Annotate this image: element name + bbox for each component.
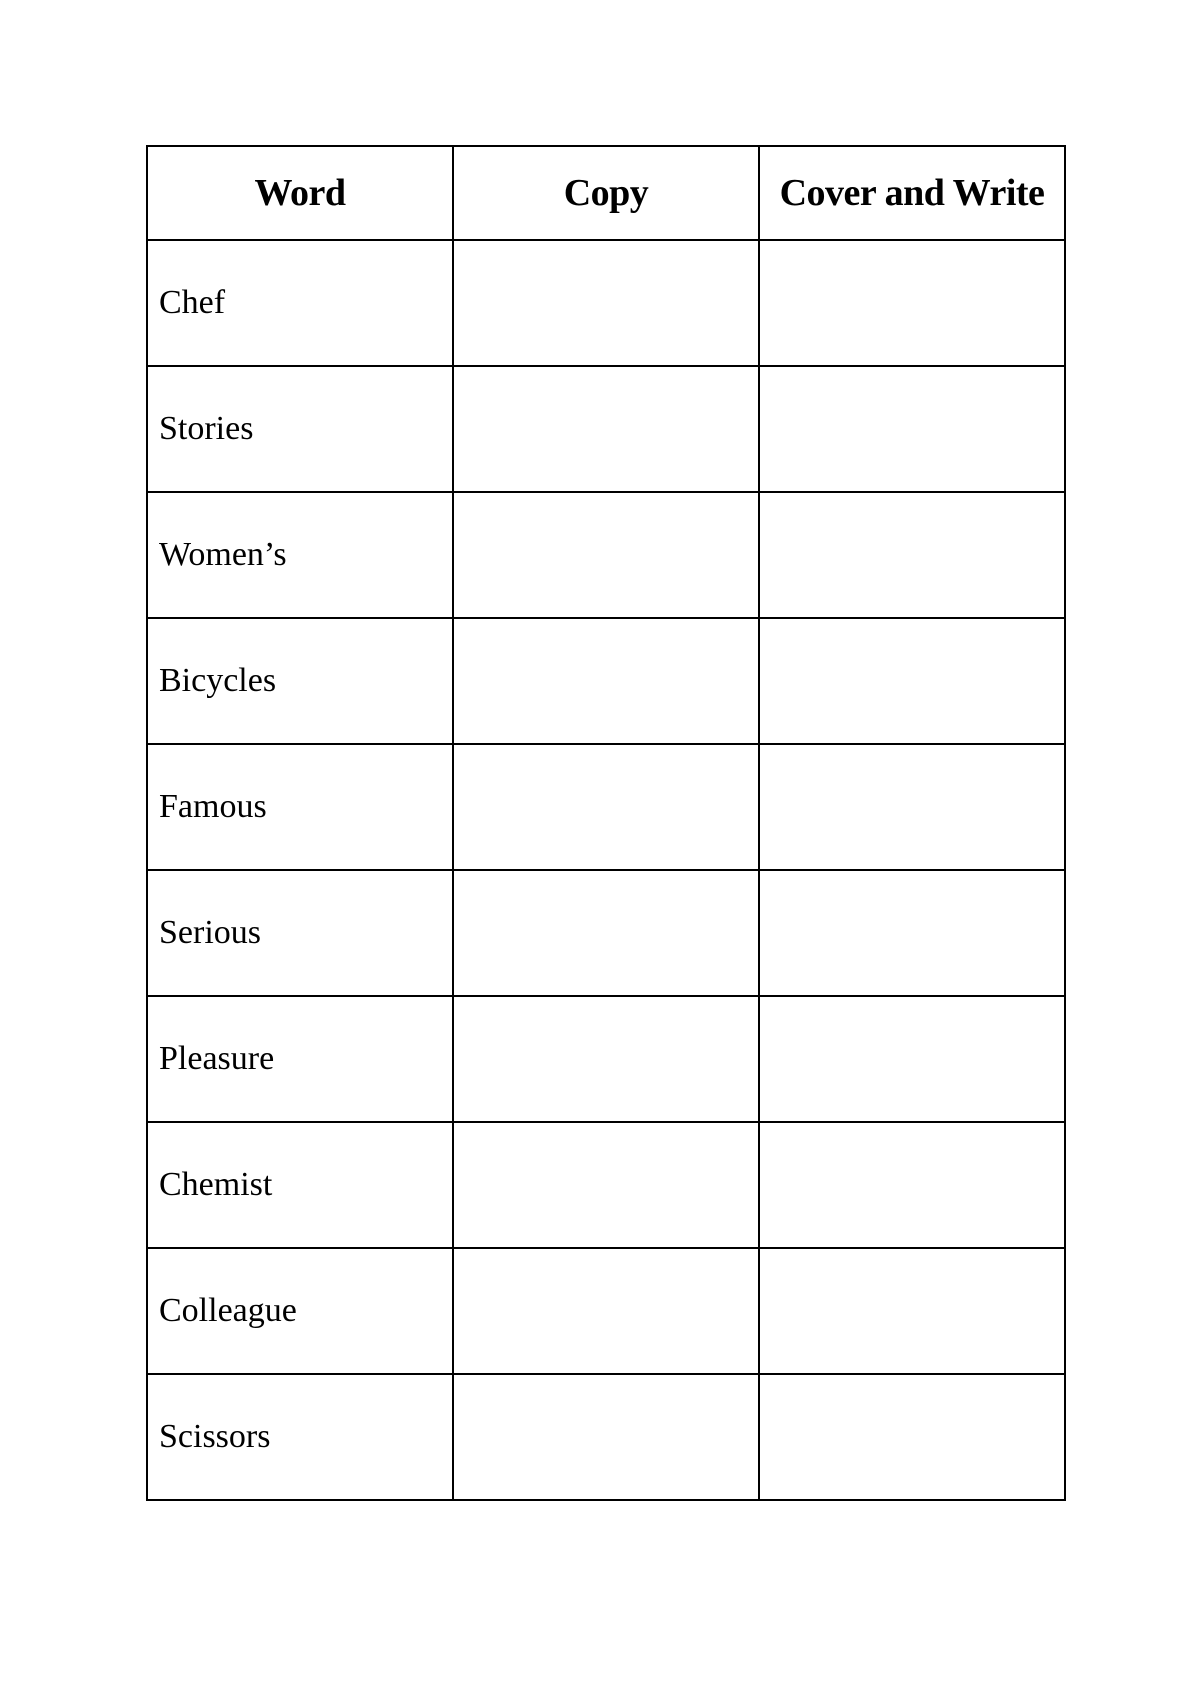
copy-cell[interactable] xyxy=(453,1122,759,1248)
cover-write-cell[interactable] xyxy=(759,1248,1065,1374)
table-row xyxy=(147,1248,1065,1374)
word-cell: Bicycles xyxy=(147,618,453,744)
copy-cell[interactable] xyxy=(453,996,759,1122)
cover-write-cell[interactable] xyxy=(759,1374,1065,1500)
spelling-table xyxy=(146,145,1066,1501)
header-row xyxy=(147,146,1065,240)
copy-cell[interactable] xyxy=(453,366,759,492)
cover-write-cell[interactable] xyxy=(759,744,1065,870)
word-cell: Stories xyxy=(147,366,453,492)
copy-cell[interactable] xyxy=(453,240,759,366)
cover-write-cell[interactable] xyxy=(759,366,1065,492)
table-row xyxy=(147,744,1065,870)
table-row xyxy=(147,492,1065,618)
header-word: Word xyxy=(147,146,453,240)
copy-cell[interactable] xyxy=(453,744,759,870)
word-cell: Chef xyxy=(147,240,453,366)
cover-write-cell[interactable] xyxy=(759,240,1065,366)
copy-cell[interactable] xyxy=(453,1374,759,1500)
table-row xyxy=(147,1374,1065,1500)
word-cell: Women’s xyxy=(147,492,453,618)
word-cell: Famous xyxy=(147,744,453,870)
header-copy: Copy xyxy=(453,146,759,240)
table-row xyxy=(147,996,1065,1122)
word-cell: Colleague xyxy=(147,1248,453,1374)
word-cell: Serious xyxy=(147,870,453,996)
table-row xyxy=(147,618,1065,744)
cover-write-cell[interactable] xyxy=(759,870,1065,996)
copy-cell[interactable] xyxy=(453,870,759,996)
cover-write-cell[interactable] xyxy=(759,1122,1065,1248)
word-cell: Chemist xyxy=(147,1122,453,1248)
cover-write-cell[interactable] xyxy=(759,618,1065,744)
table-row xyxy=(147,870,1065,996)
cover-write-cell[interactable] xyxy=(759,492,1065,618)
word-cell: Pleasure xyxy=(147,996,453,1122)
worksheet xyxy=(146,145,1064,1501)
table-row xyxy=(147,1122,1065,1248)
cover-write-cell[interactable] xyxy=(759,996,1065,1122)
table-row xyxy=(147,240,1065,366)
table-row xyxy=(147,366,1065,492)
copy-cell[interactable] xyxy=(453,1248,759,1374)
copy-cell[interactable] xyxy=(453,618,759,744)
copy-cell[interactable] xyxy=(453,492,759,618)
word-cell: Scissors xyxy=(147,1374,453,1500)
header-cover-and-write: Cover and Write xyxy=(759,146,1065,240)
